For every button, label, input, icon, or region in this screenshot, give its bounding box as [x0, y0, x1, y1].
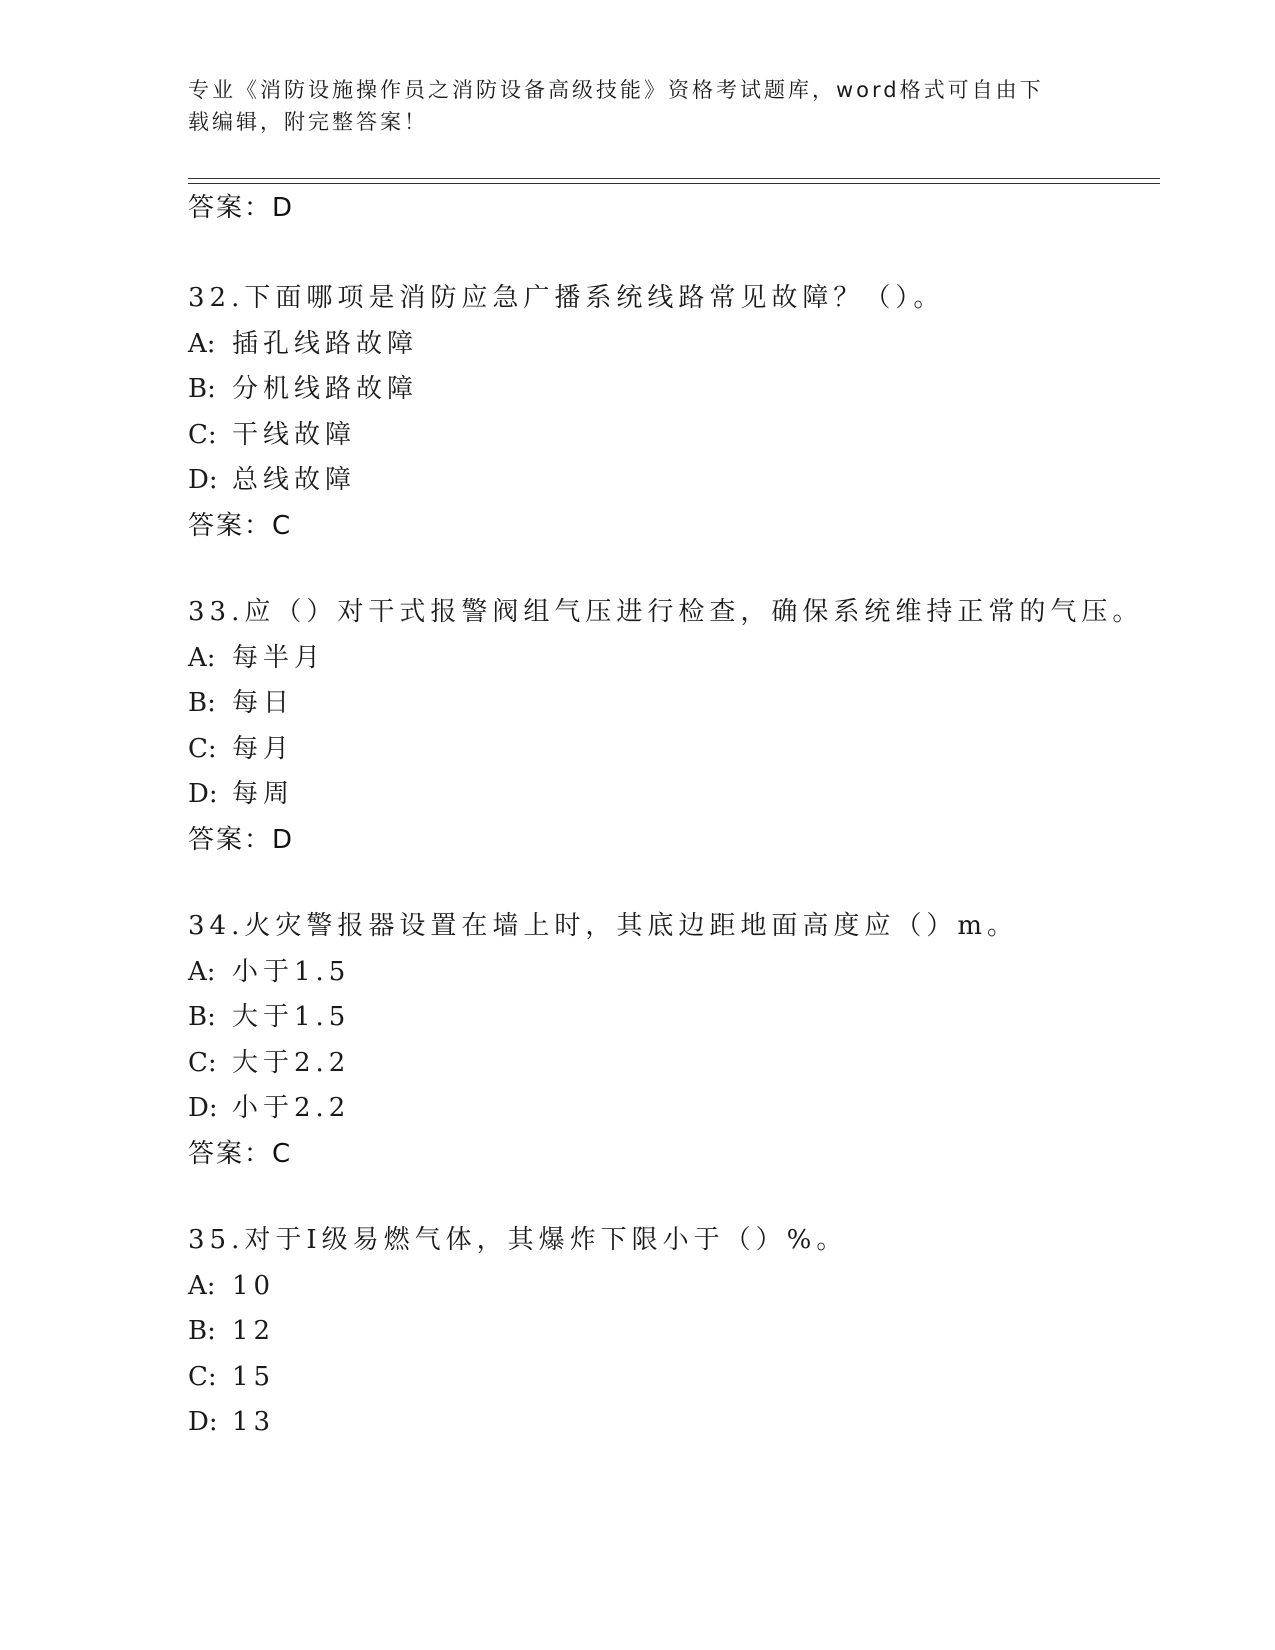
answer-line: 答案：C — [188, 1138, 293, 1169]
option-a — [188, 328, 1148, 360]
option-key: B: — [188, 688, 216, 718]
option-text: 小于2.2 — [232, 1093, 351, 1123]
option-text: 每月 — [232, 733, 295, 764]
option-text: 干线故障 — [232, 419, 357, 450]
option-key: C: — [188, 1361, 217, 1392]
question-block-32 — [188, 282, 1148, 542]
option-key: C: — [188, 1047, 217, 1078]
option-b — [188, 1315, 1148, 1347]
option-text: 大于2.2 — [232, 1047, 351, 1078]
option-key: B: — [188, 1316, 216, 1346]
answer-line: 答案：D — [188, 824, 295, 855]
option-key: A: — [188, 956, 216, 987]
option-text: 15 — [232, 1361, 276, 1392]
option-c — [188, 1361, 1148, 1393]
option-key: B: — [188, 1002, 216, 1032]
option-key: D: — [188, 465, 218, 495]
option-text: 每半月 — [232, 642, 326, 673]
option-key: A: — [188, 1270, 216, 1301]
option-text: 每日 — [232, 688, 295, 718]
option-key: A: — [188, 642, 216, 673]
option-text: 插孔线路故障 — [232, 328, 419, 359]
option-c — [188, 419, 1148, 451]
option-c — [188, 733, 1148, 765]
option-a — [188, 1270, 1148, 1302]
header-divider-bottom — [188, 183, 1160, 184]
option-text: 每周 — [232, 779, 295, 809]
option-text: 大于1.5 — [232, 1002, 351, 1032]
option-d — [188, 778, 1148, 810]
option-b — [188, 1001, 1148, 1033]
option-b — [188, 687, 1148, 719]
option-a — [188, 956, 1148, 988]
question-stem: 32.下面哪项是消防应急广播系统线路常见故障？（）。 — [188, 283, 945, 313]
question-block-35 — [188, 1224, 1148, 1438]
option-text: 12 — [232, 1316, 276, 1346]
previous-answer: 答案：D — [188, 193, 295, 223]
option-key: D: — [188, 779, 218, 809]
question-stem: 35.对于Ⅰ级易燃气体，其爆炸下限小于（）%。 — [188, 1225, 848, 1255]
option-text: 13 — [232, 1407, 276, 1437]
document-header — [188, 74, 1068, 138]
option-text: 10 — [232, 1270, 276, 1301]
option-d — [188, 1406, 1148, 1438]
question-stem: 34.火灾警报器设置在墙上时，其底边距地面高度应（）m。 — [188, 911, 1019, 941]
option-text: 总线故障 — [232, 465, 357, 495]
option-c — [188, 1047, 1148, 1079]
header-line-2: 载编辑，附完整答案！ — [188, 110, 428, 134]
answer-line: 答案：C — [188, 510, 293, 541]
option-key: D: — [188, 1407, 218, 1437]
option-key: A: — [188, 328, 216, 359]
option-key: D: — [188, 1093, 218, 1123]
option-a — [188, 642, 1148, 674]
question-stem: 33.应（）对干式报警阀组气压进行检查，确保系统维持正常的气压。 — [188, 597, 1144, 627]
question-block-33 — [188, 596, 1148, 856]
header-line-1: 专业《消防设施操作员之消防设备高级技能》资格考试题库，word格式可自由下 — [188, 78, 1044, 102]
option-key: C: — [188, 733, 217, 764]
option-d — [188, 1092, 1148, 1124]
option-key: B: — [188, 374, 216, 404]
option-text: 小于1.5 — [232, 956, 351, 987]
option-text: 分机线路故障 — [232, 374, 419, 404]
option-d — [188, 464, 1148, 496]
option-key: C: — [188, 419, 217, 450]
option-b — [188, 373, 1148, 405]
header-divider-top — [188, 178, 1160, 179]
question-block-34 — [188, 910, 1148, 1170]
